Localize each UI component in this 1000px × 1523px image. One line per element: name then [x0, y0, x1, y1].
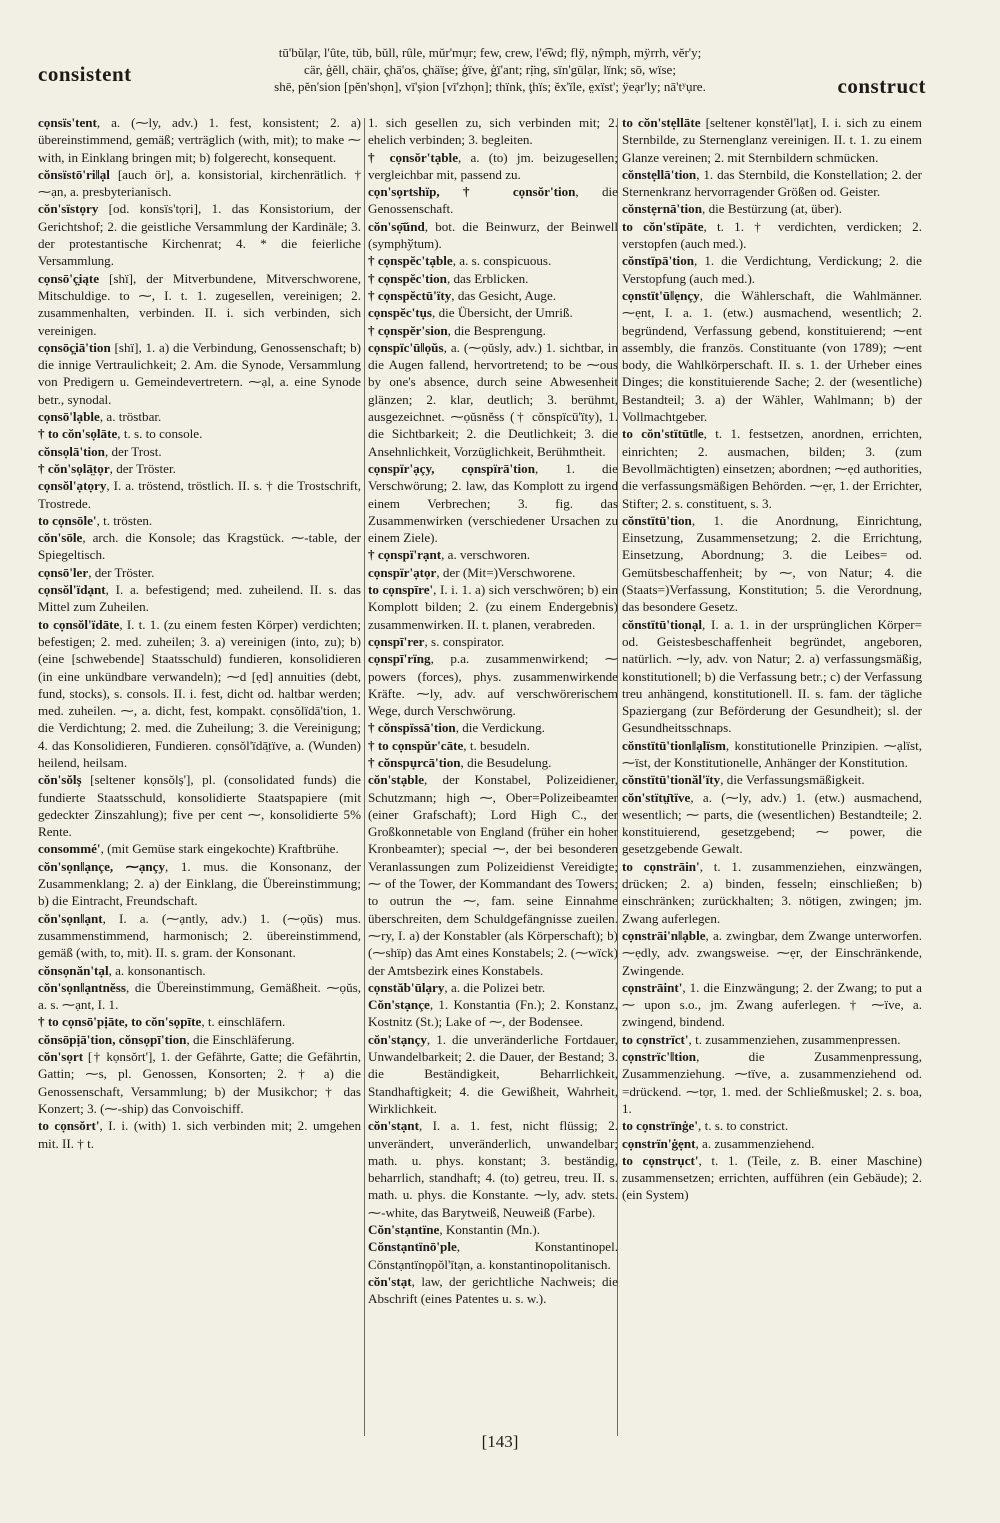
entry-definition: [shï], der Mitverbundene, Mitverschworene, Mitschuldige. to ⁓, I. t. 1. zugesellen, vereinigen; 2. zusammenhalten, verbinden. II. i. sich verbinden, sich vereinigen. [38, 270, 361, 338]
dictionary-entry [622, 737, 922, 772]
dictionary-entry [38, 616, 361, 772]
entry-definition: , der Trost. [104, 443, 162, 459]
entry-definition: [od. konsïs'tọri], 1. das Konsistorium, der Gerichtshof; 2. die geistliche Versammlung der Kardinäle; 3. der protestantische Kirchenrat; 4. * die feierliche Versammlung. [38, 201, 361, 269]
entry-definition: , die Verfassungsmäßigkeit. [720, 772, 865, 788]
dictionary-entry [38, 581, 361, 616]
entry-definition: , der (Mit=)Verschworene. [436, 564, 576, 580]
headword: Cŏn'stạnçe [368, 997, 430, 1013]
headword: † cŏnspïssā'tion [368, 720, 456, 736]
headword: † cọnspï'rạnt [368, 547, 442, 563]
entry-definition: , t. s. to console. [117, 426, 203, 442]
entry-definition: , p.a. zusammenwirkend; ⁓ powers (forces), phys. zusammenwirkende Kräfte. ⁓ly, adv. auf verschwörerischem Wege, durch Verschwörung. [368, 651, 618, 719]
entry-definition: , t. zusammenziehen, zusammenpressen. [688, 1031, 901, 1047]
headword: cọnstrïn'ġẹnt [622, 1135, 696, 1151]
entry-definition: , t. 1. † verdichten, verdicken; 2. verstopfen (auch med.). [622, 218, 922, 252]
headword: cọnstrāint' [622, 979, 683, 995]
headword: cŏn'sọn‖ạnçe, ⁓ạnçy [38, 858, 166, 874]
dictionary-entry [368, 114, 618, 149]
headword: cọnspī'rer [368, 633, 425, 649]
dictionary-entry [368, 650, 618, 719]
guide-word-left: consistent [38, 62, 132, 86]
dictionary-entry [38, 512, 361, 529]
dictionary-entry [368, 322, 618, 339]
dictionary-entry [622, 1048, 922, 1117]
dictionary-entry [368, 252, 618, 269]
headword: cọn'sọrtshïp, † cọnsŏr'tion [368, 184, 576, 200]
entry-definition: , bot. die Beinwurz, der Beinwell (symphўtum). [368, 218, 618, 252]
entry-definition: , I. i. 1. a) sich verschwören; b) ein Komplott bilden; 2. (zu einem Endergebnis) zusammenwirken. II. t. planen, verabreden. [368, 582, 618, 632]
headword: † cọnspĕc'tion [368, 270, 447, 286]
dictionary-entry [622, 200, 922, 217]
headword: to cọnstrāin' [622, 858, 700, 874]
headword: cŏnstïtū'tion [622, 512, 692, 528]
headword: cọnsō'lạble [38, 409, 100, 425]
entry-definition: [seltener kọnsŏlș'], pl. (consolidated funds) die fundierte Staatsschuld, konsolidierte Staatspapiere (mit gedeckter Zinszahlung); five per cent ⁓, konsolidierte 5% Rente. [38, 772, 361, 840]
entry-definition: , die Zusammenpressung, Zusammenziehung. ⁓tïve, a. zusammenziehend od. =drückend. ⁓tọr, 1. med. der Schließmuskel; 2. s. boa, 1. [622, 1049, 922, 1116]
headword: cọnsïs'tent [38, 115, 97, 130]
headword: cọnspïr'ạtọr [368, 564, 437, 580]
headword: † to cọnspŭr'cāte [368, 737, 464, 753]
headword: cŏnstïtū'tionạl [622, 616, 703, 632]
dictionary-entry [368, 633, 618, 650]
dictionary-entry [368, 754, 618, 771]
pronunciation-key [190, 44, 790, 95]
dictionary-entry [368, 304, 618, 321]
dictionary-entry [622, 287, 922, 425]
headword: Cŏn'stạntïne [368, 1222, 440, 1237]
headword: cọnstrïc'‖tion [622, 1049, 697, 1065]
headword: to cọnstrïnġe' [622, 1118, 699, 1134]
dictionary-entry [368, 149, 618, 184]
dictionary-entry [622, 789, 922, 858]
dictionary-entry [38, 564, 361, 581]
headword: to cŏn'stïpāte [622, 218, 704, 234]
dictionary-entry [368, 737, 618, 754]
headword: cŏnsōpịā'tion, cŏnsọpī'tion [38, 1031, 187, 1047]
entry-definition: , die Bestürzung (at, über). [702, 201, 842, 217]
headword: cŏn'stạnçy [368, 1031, 427, 1047]
headword: cọnstrāi'n‖ạble [622, 927, 706, 943]
headword: cọnsōç̣iā'tion [38, 339, 111, 355]
headword: † cọnspĕctū'ïty [368, 287, 452, 303]
headword: cŏn'stïtṳ̄tïve [622, 789, 691, 805]
headword: cŏn'stạble [368, 772, 425, 788]
headword: cŏnstẹrnā'tion [622, 201, 703, 217]
entry-definition: [auch ör], a. konsistorial, kirchenrätlich. † ⁓ạn, a. presbyterianisch. [38, 166, 361, 200]
headword: consommé' [38, 841, 101, 857]
headword: cọnsŏl'ïdạnt [38, 582, 106, 598]
entry-definition: , der Tröster. [109, 460, 176, 476]
headword: cŏnstïtū'tion‖ạlïsm [622, 737, 726, 753]
headword: cŏn'stạnt [368, 1118, 419, 1134]
dictionary-entry [368, 1238, 618, 1273]
entry-definition: , die Übereinstimmung, Gemäßheit. ⁓ọŭs, a. s. ⁓ạnt, I. 1. [38, 979, 361, 1013]
headword: cŏnsïstō'ri‖ạl [38, 166, 110, 182]
entry-definition: , t. s. to constrict. [698, 1118, 789, 1134]
dictionary-entry [38, 114, 361, 166]
entry-definition: , arch. die Konsole; das Kragstück. ⁓-table, der Spiegeltisch. [38, 530, 361, 563]
entry-definition: , die Besprengung. [447, 322, 546, 338]
headword: † cọnspĕr'sion [368, 322, 448, 338]
headword: † cŏnspụrcā'tion [368, 754, 461, 770]
headword: to cŏn'stẹllāte [622, 115, 701, 130]
entry-definition: , a. verschworen. [441, 547, 531, 563]
entry-definition: , t. trösten. [96, 512, 153, 528]
dictionary-entry [622, 1031, 922, 1048]
entry-definition: , die Übersicht, der Umriß. [432, 305, 573, 321]
headword: cọnsō'ler [38, 564, 89, 580]
dictionary-entry [622, 425, 922, 511]
guide-word-right: construct [837, 74, 926, 98]
dictionary-entry [368, 719, 618, 736]
dictionary-entry [38, 858, 361, 910]
dictionary-entry [38, 979, 361, 1014]
page-header [0, 0, 1000, 112]
entry-definition: , die Wählerschaft, die Wahlmänner. ⁓ẹnt, I. a. 1. (etw.) ausmachend, wesentlich; 2. begründend, Verfassung gebend, konstituierend; ⁓ent assembly, die französ. Constituante (von 1789); ⁓ent body, die Wahlkörperschaft. II. s. 1. der Urheber eines Dinges; die konstituierende Sache; 2. der (wesentliche) Bestandteil; 3. a) der Wähler, Wahlmann; b) der Vollmachtgeber. [622, 287, 922, 425]
entry-definition: , Konstantin (Mn.). [439, 1222, 541, 1237]
dictionary-entry [38, 477, 361, 512]
headword: to cọnstrïct' [622, 1031, 689, 1047]
dictionary-entry [368, 287, 618, 304]
headword: to cọnsŏrt' [38, 1118, 100, 1134]
pronunciation-key-line: cär, ģĕll, chäir, ç̣hā'os, ç̣häïse; ģïve, ģ̣ï'ant; rị̈ng, sïn'gūlạr, lïnk; sō, wïse; [304, 62, 676, 77]
dictionary-entry [38, 339, 361, 408]
headword: cŏn'sọn‖ạntnĕss [38, 979, 126, 995]
entry-definition: , a. (⁓ly, adv.) 1. (etw.) ausmachend, wesentlich; ⁓ parts, die (wesentlichen) Bestandteile; 2. konstituierend, gesetzgebend; ⁓ power, die gesetzgebende Gewalt. [622, 789, 922, 857]
dictionary-entry [38, 270, 361, 339]
headword: cọnspī'rïng [368, 651, 431, 667]
headword: cŏnstïtū'tionăl'ïty [622, 772, 721, 788]
pronunciation-key-line: shē, pĕn'sion [pĕn'shọn], vī'șion [vī'zhọn]; thïnk, ţhïs; ĕx'ïle, e̤xïst'; ÿeạr'ly; nā'tʸụre. [274, 79, 706, 94]
headword: cŏnstïpā'tion [622, 253, 695, 269]
headword: cọnspĕc'tụs [368, 305, 433, 321]
entry-definition: , die Genossenschaft. [368, 184, 618, 217]
dictionary-entry [38, 1013, 361, 1030]
dictionary-entry [368, 564, 618, 581]
dictionary-entry [38, 408, 361, 425]
dictionary-entry [368, 1273, 618, 1308]
entry-definition: , a. zwingbar, dem Zwange unterworfen. ⁓ẹdly, adv. zwangsweise. ⁓ẹr, der Einschränkende, Zwingende. [622, 927, 922, 978]
dictionary-entry [622, 616, 922, 737]
headword: cŏn'sọrt [38, 1049, 84, 1065]
dictionary-entry [622, 218, 922, 253]
dictionary-entry [38, 1048, 361, 1117]
dictionary-entry [38, 443, 361, 460]
entry-definition: , t. 1. festsetzen, anordnen, errichten, einrichten; 2. ausmachen, bilden; 3. (zum Bevollmächtigten) einsetzen; abordnen; ⁓ẹd authorities, die verfassungsmäßigen Behörden. ⁓ẹr, 1. der Errichter, Stifter; 2. s. constituent, s. 3. [622, 426, 922, 511]
dictionary-entry [38, 1031, 361, 1048]
entry-definition: , 1. das Sternbild, die Konstellation; 2. der Sternenkranz hervorragender Größen od. Geister. [622, 166, 922, 200]
entry-definition: , t. 1. zusammenziehen, einzwängen, drücken; 2. a) binden, fesseln; einschließen; b) einschränken; zurückhalten; 3. nötigen, zwingen; jm. Zwang auferlegen. [622, 858, 922, 926]
entry-definition: [shï], 1. a) die Verbindung, Genossenschaft; b) die innige Vertraulichkeit; 2. Am. die Synode, Versammlung von Predigern u. Gemeindevertretern. ⁓ạl, a. eine Synode betr., synodal. [38, 339, 361, 407]
dictionary-entry [38, 771, 361, 840]
entry-definition: , a. s. conspicuous. [452, 253, 552, 269]
headword: cŏn'sọ̄ŭnd [368, 218, 425, 234]
dictionary-columns [0, 114, 1000, 1484]
entry-definition: [† kọnsŏrt'], 1. der Gefährte, Gatte; die Gefährtin, Gattin; ⁓s, pl. Genossen, Konsorten; 2. † a) die Genossenschaft, Versammlung; b) der Musikchor; † das Konzert; 3. (⁓-ship) das Convoischiff. [38, 1049, 361, 1116]
entry-definition: , s. conspirator. [424, 633, 505, 649]
dictionary-entry [622, 166, 922, 201]
dictionary-entry [38, 1117, 361, 1152]
entry-definition: , die Besudelung. [460, 754, 552, 770]
page-number: [143] [481, 1432, 519, 1451]
entry-definition: , 1. mus. die Konsonanz, der Zusammenklang; 2. a) der Einklang, die Übereinstimmung; b) die Eintracht, Freundschaft. [38, 858, 361, 909]
dictionary-entry [622, 771, 922, 788]
column-middle [368, 114, 618, 1486]
dictionary-entry [622, 858, 922, 927]
entry-definition: , I. a. 1. in der ursprünglichen Körper= od. Geistesbeschaffenheit begründet, angeboren, natürlich. ⁓ly, adv. von Natur; 2. a) verfassungsmäßig, konstitutionell; b) die Verfassung betr.; c) der Verfassung treu anhängend, konstitutionell. II. s. fam. der tägliche Spaziergang (zur Beförderung der Gesundheit); sl. der Gesundheitsschnaps. [622, 616, 922, 736]
headword: to cọnsŏl'ïdāte [38, 616, 120, 632]
headword: cŏnstẹllā'tion [622, 166, 697, 182]
headword: † cọnspĕc'tạble [368, 253, 453, 269]
entry-definition: , a. (⁓ly, adv.) 1. fest, konsistent; 2. a) übereinstimmend, gemäß; verträglich (with, mit); to make ⁓ with, in Einklang bringen mit; b) folgerecht, konsequent. [38, 115, 361, 165]
entry-definition: , der Konstabel, Polizeidiener, Schutzmann; high ⁓, Ober=Polizeibeamter (einer Grafschaft); Lord High C., der Großkonnetable von England (früher ein hoher Kronbeamter); special ⁓, der bei besonderen Veranlassungen zum Polizeidienst Vereidigte; ⁓ of the Tower, der Kommandant des Towers; to outrun the ⁓, fam. seine Einnahme überschreiten, dem Schuldgefängnisse zueilen. ⁓ry, I. a) der Konstabler (als Körperschaft); b) (⁓shïp) das Amt eines Konstabels; 2. (⁓wïck) der Amtsbezirk eines Konstabels. [368, 772, 618, 978]
headword: cọnspïr'ạçy, cọnspïrā'tion [368, 460, 535, 476]
dictionary-entry [622, 1135, 922, 1152]
headword: cŏn'stạt [368, 1273, 412, 1289]
dictionary-entry [368, 270, 618, 287]
headword: † to cọnsō'pịāte, to cŏn'sọpīte [38, 1014, 202, 1030]
entry-definition: , a. die Polizei betr. [444, 979, 546, 995]
entry-definition: , 1. die unveränderliche Fortdauer, Unwandelbarkeit; 2. die Dauer, der Bestand; 3. die Beständigkeit, Beharrlichkeit, Standhaftigkeit; 4. die Gewißheit, Wahrheit, Wirklichkeit. [368, 1031, 618, 1116]
headword: cọnstït'ū‖ẹnçy [622, 287, 700, 303]
entry-definition: , a. (⁓ọŭsly, adv.) 1. sichtbar, in die Augen fallend, hervortretend; to be ⁓ous by one's absence, durch seine Abwesenheit glänzen; 2. klar, deutlich; 3. berühmt, ausgezeichnet. ⁓ọŭsnĕss († cŏnspïcū'ïty), 1. die Sichtbarkeit; 2. die Deutlichkeit; 3. die Ansehnlichkeit, Vorzüglichkeit, Berühmtheit. [368, 339, 618, 459]
dictionary-entry [622, 512, 922, 616]
dictionary-entry [38, 840, 361, 857]
dictionary-entry [368, 1117, 618, 1221]
entry-definition: , law, der gerichtliche Nachweis; die Abschrift (eines Patentes u. s. w.). [368, 1273, 618, 1307]
entry-definition: , a. konsonantisch. [108, 962, 206, 978]
pronunciation-key-line: tū'bŭlạr, l'ûte, tŭb, bŭll, rûle, mŭr'mụr; few, crew, l'e͡wd; flÿ, nŷmph, mÿrrh, vĕr'y; [278, 45, 702, 60]
entry-definition: , das Gesicht, Auge. [451, 287, 557, 303]
entry-definition: , die Einschläferung. [186, 1031, 295, 1047]
dictionary-entry [38, 166, 361, 201]
entry-definition: , I. a. (⁓ạntly, adv.) 1. (⁓ọŭs) mus. zusammenstimmend, harmonisch; 2. übereinstimmend, gemäß (with, to, mit). II. s. gram. der Konsonant. [38, 910, 361, 961]
headword: cọnspïc'ū‖ọŭs [368, 339, 444, 355]
dictionary-entry [622, 927, 922, 979]
headword: cọnsŏl'ạtọry [38, 478, 107, 494]
headword: to cọnspīre' [368, 582, 434, 598]
headword: † cọnsŏr'tạble [368, 149, 459, 165]
column-left [38, 114, 361, 1486]
headword: cŏnsọlā'tion [38, 443, 105, 459]
headword: to cŏn'stïtūt‖e [622, 426, 704, 442]
headword: to cọnstrụct' [622, 1152, 699, 1168]
dictionary-entry [368, 546, 618, 563]
dictionary-entry [622, 1152, 922, 1204]
dictionary-entry [622, 979, 922, 1031]
entry-definition: , a. zusammenziehend. [695, 1135, 815, 1151]
headword: cŏn'sōle [38, 530, 83, 546]
dictionary-entry [368, 996, 618, 1031]
entry-definition: , 1. die Verdichtung, Verdickung; 2. die Verstopfung (auch med.). [622, 253, 922, 286]
entry-definition: , Konstantinopel. Cŏnstạntïnọpŏl'ītạn, a. konstantinopolitanisch. [368, 1239, 618, 1272]
entry-definition: , I. a. 1. fest, nicht flüssig; 2. unverändert, unveränderlich, unwandelbar; math. u. phys. konstant; 3. beständig, beharrlich, standhaft; 4. (to) getreu, treu. II. s. math. u. phys. die Konstante. ⁓ly, adv. stets. ⁓-white, das Barytweiß, Neuweiß (Farbe). [368, 1118, 618, 1220]
headword: cŏn'sọn‖ạnt [38, 910, 103, 926]
dictionary-entry [622, 252, 922, 287]
headword: to cọnsōle' [38, 512, 97, 528]
headword: cŏn'sïstọry [38, 201, 99, 217]
dictionary-entry [368, 183, 618, 218]
dictionary-entry [38, 460, 361, 477]
entry-definition: , 1. die Anordnung, Einrichtung, Einsetzung, Zusammensetzung; 2. die Errichtung, Einsetzung, Abordnung; 3. die Leibes= od. Gemütsbeschaffenheit; by ⁓, von Natur; 4. die (Staats=)Verfassung, Konstitution; 5. die Verordnung, das besondere Gesetz. [622, 512, 922, 615]
entry-definition: , t. einschläfern. [201, 1014, 286, 1030]
entry-definition: [seltener kọnstĕl'lạt], I. i. sich zu einem Sternbilde, zu Sternenglanz vereinigen. II. t. 1. zu einem Glanze vereinen; 2. mit Sternbildern schmücken. [622, 115, 922, 165]
entry-definition: , konstitutionelle Prinzipien. ⁓ạlïst, ⁓ïst, der Konstitutionelle, Anhänger der Konstitution. [622, 737, 922, 770]
entry-definition: , 1. die Einzwängung; 2. der Zwang; to put a ⁓ upon s.o., jm. Zwang auferlegen. † ⁓ïve, a. zwingend, bindend. [622, 979, 922, 1030]
headword: cŏn'sŏlș [38, 772, 82, 788]
dictionary-entry [368, 581, 618, 633]
dictionary-entry [38, 962, 361, 979]
entry-definition: , I. i. (with) 1. sich verbinden mit; 2. umgehen mit. II. † t. [38, 1118, 361, 1151]
headword: Cŏnstạntïnō'ple [368, 1239, 457, 1255]
entry-definition: , die Verdickung. [455, 720, 545, 736]
entry-definition: , I. a. befestigend; med. zuheilend. II. s. das Mittel zum Zuheilen. [38, 582, 361, 615]
entry-definition: , das Erblicken. [446, 270, 529, 286]
entry-definition: , I. a. tröstend, tröstlich. II. s. † die Trostschrift, Trostrede. [38, 478, 361, 511]
dictionary-entry [368, 218, 618, 253]
entry-definition: , der Tröster. [88, 564, 155, 580]
dictionary-entry [38, 200, 361, 269]
dictionary-entry [368, 1221, 618, 1238]
entry-definition: , I. t. 1. (zu einem festen Körper) verdichten; befestigen; 2. med. zuheilen; 3. a) vereinigen (into, zu); b) (eine [schwebende] Staatsschuld) fundieren, konsolidieren (in eine unkündbare verwandeln); ⁓d [ẹd] annuities (debt, fund, stocks), s. consols. II. i. fest, dicht od. haltbar werden; med. zuheilen. ⁓, a. dicht, fest, kompakt. cọnsŏlïdā'tion, 1. die Verdichtung; 2. med. die Zuheilung; 3. die Vereinigung; 4. das Konsolidieren, Fundieren. cọnsŏl'ïdā̤tïve, a. (Wunden) heilend, heilsam. [38, 616, 361, 770]
entry-definition: , 1. Konstantia (Fn.); 2. Konstanz, Kostnitz (St.); Lake of ⁓, der Bodensee. [368, 997, 618, 1030]
dictionary-entry [368, 1031, 618, 1117]
headword: † cŏn'sọlā̤tọr [38, 460, 110, 476]
dictionary-entry [368, 771, 618, 979]
dictionary-entry [38, 910, 361, 962]
column-right [622, 114, 922, 1486]
headword: cŏnsọnăn'tạl [38, 962, 109, 978]
entry-definition: , t. 1. (Teile, z. B. einer Maschine) zusammensetzen; errichten, aufführen (ein Gebäude); 2. (ein System) [622, 1152, 922, 1203]
dictionary-entry [622, 1117, 922, 1134]
headword: † to cŏn'sọlāte [38, 426, 118, 442]
headword: cọnstăb'ūlạry [368, 979, 445, 995]
entry-definition: , (mit Gemüse stark eingekochte) Kraftbrühe. [100, 841, 339, 857]
dictionary-entry [622, 114, 922, 166]
entry-definition: , a. tröstbar. [99, 409, 162, 425]
dictionary-entry [368, 979, 618, 996]
entry-definition: 1. sich gesellen zu, sich verbinden mit; 2. ehelich verbinden; 3. begleiten. [368, 115, 618, 148]
dictionary-entry [38, 529, 361, 564]
dictionary-entry [368, 460, 618, 546]
entry-definition: , 1. die Verschwörung; 2. law, das Komplott zu irgend einem Verbrechen; 3. fig. das Zusammenwirken (verschiedener Ursachen zu einem Ziele). [368, 460, 618, 546]
dictionary-entry [38, 425, 361, 442]
entry-definition: , a. (to) jm. beizugesellen; vergleichbar mit, passend zu. [368, 149, 618, 182]
dictionary-entry [368, 339, 618, 460]
entry-definition: , t. besudeln. [463, 737, 530, 753]
headword: cọnsō'ç̣iąte [38, 270, 100, 286]
